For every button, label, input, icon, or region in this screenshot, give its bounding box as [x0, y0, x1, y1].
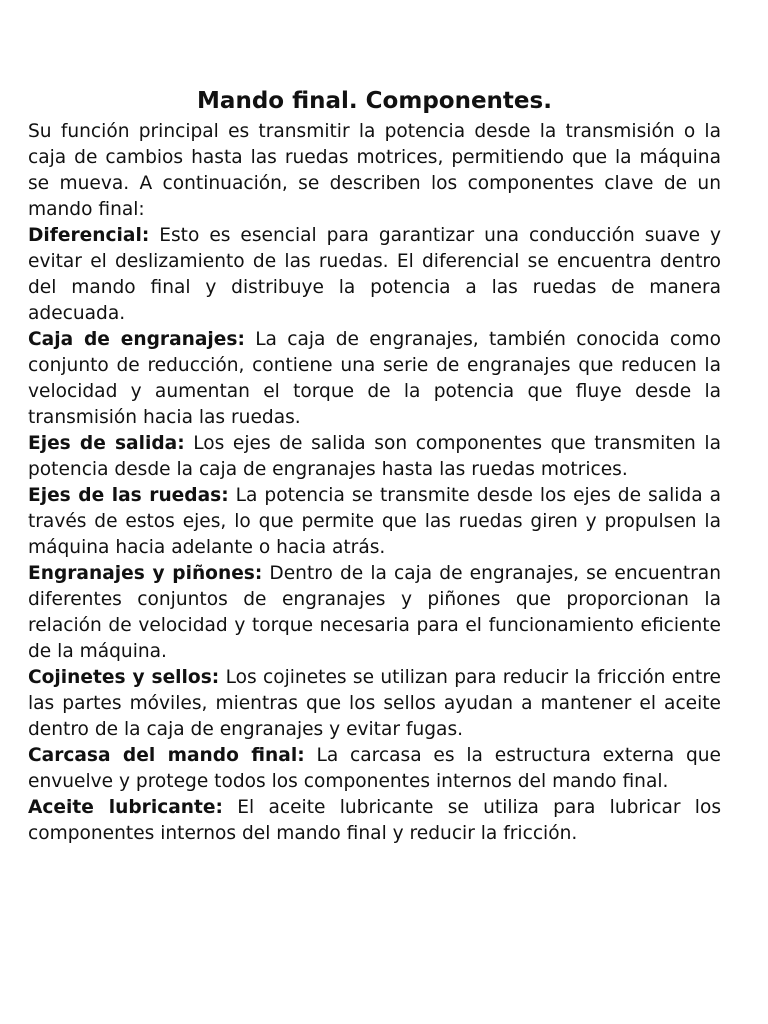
component-term: Caja de engranajes: [28, 329, 245, 350]
component-paragraph [28, 665, 721, 743]
component-term: Cojinetes y sellos: [28, 667, 220, 688]
component-text: La carcasa es la estructura externa que envuelve y protege todos los componentes internos del mando final. [28, 745, 721, 792]
component-term: Engranajes y piñones: [28, 563, 263, 584]
intro-paragraph: Su función principal es transmitir la potencia desde la transmisión o la caja de cambios hasta las ruedas motrices, permitiendo que la máquina se mueva. A continuación, se describen los componentes clave de un mando final: [28, 121, 721, 220]
component-paragraph [28, 795, 721, 847]
component-paragraph [28, 561, 721, 665]
component-text: La caja de engranajes, también conocida como conjunto de reducción, contiene una serie de engranajes que reducen la velocidad y aumentan el torque de la potencia que fluye desde la transmisión hacia las ruedas. [28, 329, 721, 428]
component-term: Ejes de salida: [28, 433, 185, 454]
component-paragraph [28, 327, 721, 431]
component-term: Diferencial: [28, 225, 150, 246]
component-text: Esto es esencial para garantizar una conducción suave y evitar el deslizamiento de las ruedas. El diferencial se encuentra dentro del mando final y distribuye la potencia a las ruedas de manera adecuada. [28, 225, 721, 324]
document-title: Mando final. Componentes. [197, 88, 552, 114]
component-text: Dentro de la caja de engranajes, se encuentran diferentes conjuntos de engranajes y piñones que proporcionan la relación de velocidad y torque necesaria para el funcionamiento eficiente de la máquina. [28, 563, 721, 662]
component-text: Los ejes de salida son componentes que transmiten la potencia desde la caja de engranajes hasta las ruedas motrices. [28, 433, 721, 480]
document-page [28, 84, 721, 847]
component-paragraph [28, 483, 721, 561]
component-paragraph [28, 223, 721, 327]
component-term: Ejes de las ruedas: [28, 485, 229, 506]
component-term: Carcasa del mando final: [28, 745, 305, 766]
component-text: Los cojinetes se utilizan para reducir la fricción entre las partes móviles, mientras que los sellos ayudan a mantener el aceite dentro de la caja de engranajes y evitar fugas. [28, 667, 721, 740]
component-paragraph [28, 743, 721, 795]
component-term: Aceite lubricante: [28, 797, 223, 818]
component-text: La potencia se transmite desde los ejes de salida a través de estos ejes, lo que permite que las ruedas giren y propulsen la máquina hacia adelante o hacia atrás. [28, 485, 721, 558]
component-paragraph [28, 431, 721, 483]
component-text: El aceite lubricante se utiliza para lubricar los componentes internos del mando final y reducir la fricción. [28, 797, 722, 844]
